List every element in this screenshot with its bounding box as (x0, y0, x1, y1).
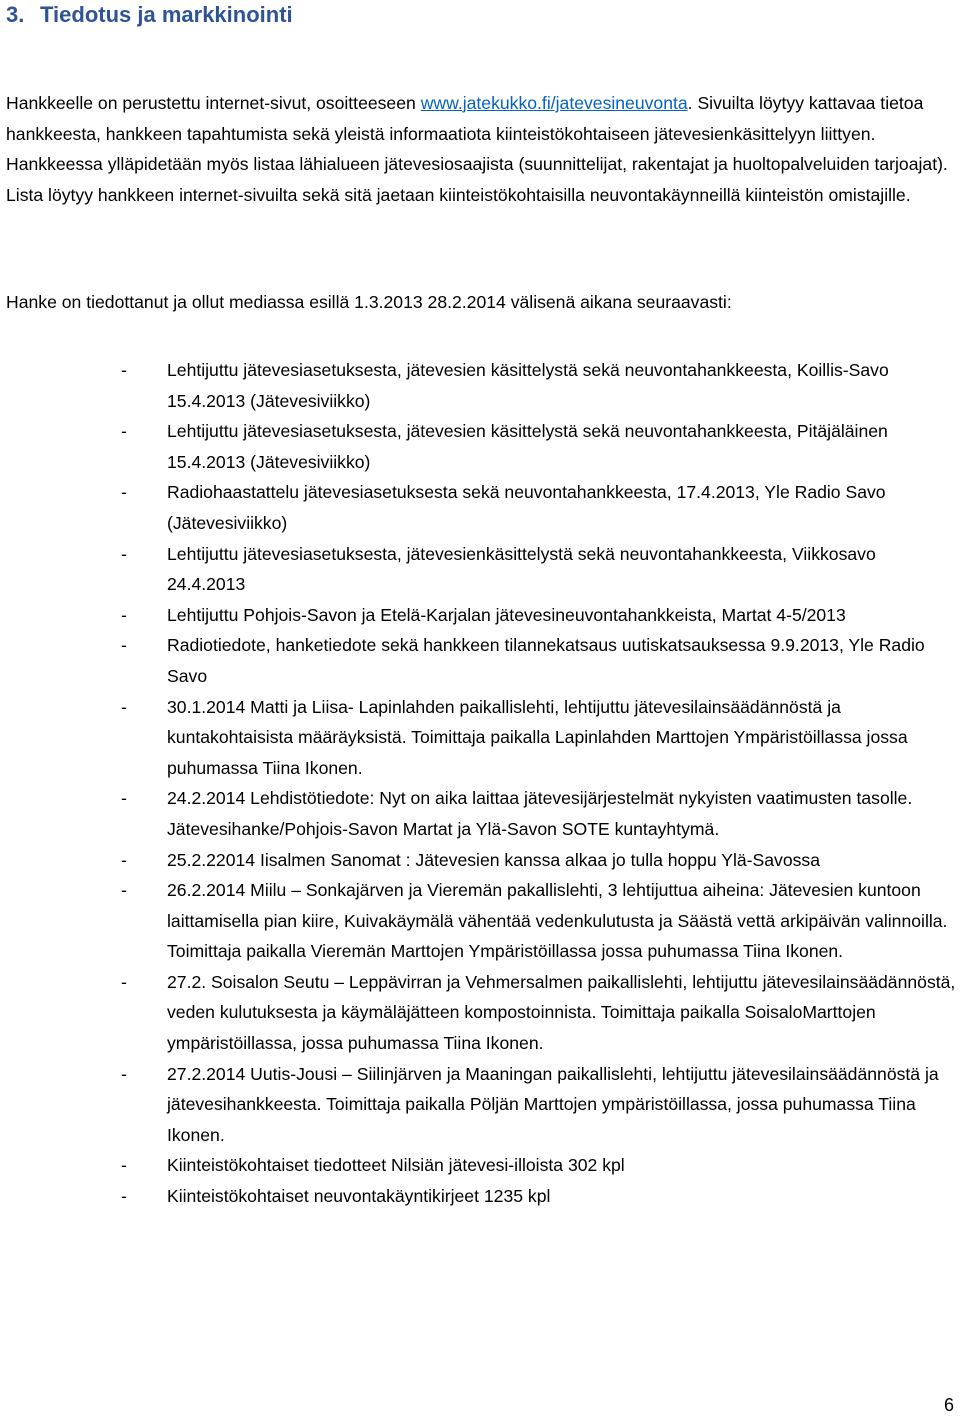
list-item (0, 692, 957, 784)
list-item (0, 477, 957, 538)
list-item-text: 24.2.2014 Lehdistötiedote: Nyt on aika laittaa jätevesijärjestelmät nykyisten vaatimusten tasolle. Jätevesihanke/Pohjois-Savon Martat ja Ylä-Savon SOTE kuntayhtymä. (167, 788, 913, 839)
list-item-text: Lehtijuttu Pohjois-Savon ja Etelä-Karjalan jätevesineuvontahankkeista, Martat 4-5/2013 (167, 604, 846, 625)
website-link[interactable]: www.jatekukko.fi/jatevesineuvonta (420, 93, 688, 113)
list-item (0, 967, 957, 1059)
list-bullet-dash: - (121, 880, 127, 901)
list-item (0, 539, 957, 600)
list-item (0, 875, 957, 967)
intro-text-before-link: Hankkeelle on perustettu internet-sivut, osoitteeseen (6, 93, 421, 113)
list-item (0, 1150, 957, 1181)
list-item-text: Radiotiedote, hanketiedote sekä hankkeen tilannekatsaus uutiskatsauksessa 9.9.2013, Yle Radio Savo (167, 635, 925, 686)
list-bullet-dash: - (121, 635, 127, 656)
list-item-text: 26.2.2014 Miilu – Sonkajärven ja Vieremän pakallislehti, 3 lehtijuttua aiheina: Jätevesien kuntoon laittamisella pian kiire, Kuivakäymälä vähentää vedenkulutusta ja Säästä vettä arkipäivän valinnoilla. Toimittaja paikalla Vieremän Marttojen Ympäristöillassa jossa puhumassa Tiina Ikonen. (167, 880, 948, 962)
media-list (0, 355, 960, 1212)
list-bullet-dash: - (121, 421, 127, 442)
list-item-text: Lehtijuttu jätevesiasetuksesta, jätevesienkäsittelystä sekä neuvontahankkeesta, Viikkosavo 24.4.2013 (167, 543, 876, 595)
list-item (0, 1059, 957, 1151)
intro-paragraph (6, 88, 956, 210)
list-bullet-dash: - (121, 1063, 127, 1084)
list-item-text: 27.2.2014 Uutis-Jousi – Siilinjärven ja Maaningan paikallislehti, lehtijuttu jätevesilainsäädännöstä ja jätevesihankkeesta. Toimittaja paikalla Pöljän Marttojen ympäristöillassa, jossa puhumassa Tiina Ikonen. (167, 1063, 939, 1145)
list-item (0, 600, 957, 631)
list-bullet-dash: - (121, 1186, 127, 1207)
list-item-text: Radiohaastattelu jätevesiasetuksesta sekä neuvontahankkeesta, 17.4.2013, Yle Radio Savo (Jätevesiviikko) (167, 482, 886, 533)
list-item (0, 355, 957, 416)
list-item-text: Kiinteistökohtaiset tiedotteet Nilsiän jätevesi-illoista 302 kpl (167, 1155, 625, 1176)
media-intro-paragraph: Hanke on tiedottanut ja ollut mediassa esillä 1.3.2013 28.2.2014 välisenä aikana seuraavasti: (6, 292, 732, 312)
section-heading (6, 0, 293, 30)
list-item (0, 783, 957, 844)
list-bullet-dash: - (121, 696, 127, 717)
list-item-text: 25.2.22014 Iisalmen Sanomat : Jätevesien kanssa alkaa jo tulla hoppu Ylä-Savossa (167, 849, 821, 870)
list-item-text: Lehtijuttu jätevesiasetuksesta, jätevesien käsittelystä sekä neuvontahankkeesta, Pitäjäläinen 15.4.2013 (Jätevesiviikko) (167, 421, 888, 472)
list-bullet-dash: - (121, 849, 127, 870)
list-bullet-dash: - (121, 543, 127, 564)
section-title: Tiedotus ja markkinointi (40, 2, 293, 27)
intro-text-after-link: . Sivuilta löytyy kattavaa tietoa hankkeesta, hankkeen tapahtumista sekä yleistä informaatiota kiinteistökohtaiseen jätevesienkäsittelyyn liittyen. Hankkeessa ylläpidetään myös listaa lähialueen jätevesiosaajista (suunnittelijat, rakentajat ja huoltopalveluiden tarjoajat). Lista löytyy hankkeen internet-sivuilta sekä sitä jaetaan kiinteistökohtaisilla neuvontakäynneillä kiinteistön omistajille. (6, 93, 948, 205)
list-item-text: 27.2. Soisalon Seutu – Leppävirran ja Vehmersalmen paikallislehti, lehtijuttu jätevesilainsäädännöstä, veden kulutuksesta ja käymäläjätteen kompostoinnista. Toimittaja paikalla SoisaloMarttojen ympäristöillassa, jossa puhumassa Tiina Ikonen. (167, 971, 956, 1054)
list-bullet-dash: - (121, 604, 127, 625)
list-item-text: Kiinteistökohtaiset neuvontakäyntikirjeet 1235 kpl (167, 1186, 551, 1207)
list-bullet-dash: - (121, 482, 127, 503)
list-item-text: 30.1.2014 Matti ja Liisa- Lapinlahden paikallislehti, lehtijuttu jätevesilainsäädännöstä ja kuntakohtaisista määräyksistä. Toimittaja paikalla Lapinlahden Marttojen Ympäristöillassa jossa puhumassa Tiina Ikonen. (167, 696, 908, 778)
list-bullet-dash: - (121, 788, 127, 809)
page-number: 6 (943, 1395, 954, 1415)
list-item (0, 630, 957, 691)
list-item (0, 416, 957, 477)
list-item (0, 1181, 957, 1212)
list-bullet-dash: - (121, 360, 127, 380)
list-item (0, 845, 957, 876)
list-item-text: Lehtijuttu jätevesiasetuksesta, jätevesien käsittelystä sekä neuvontahankkeesta, Koillis-Savo 15.4.2013 (Jätevesiviikko) (167, 360, 889, 411)
section-number: 3. (6, 2, 25, 27)
list-bullet-dash: - (121, 971, 127, 992)
list-bullet-dash: - (121, 1155, 127, 1176)
